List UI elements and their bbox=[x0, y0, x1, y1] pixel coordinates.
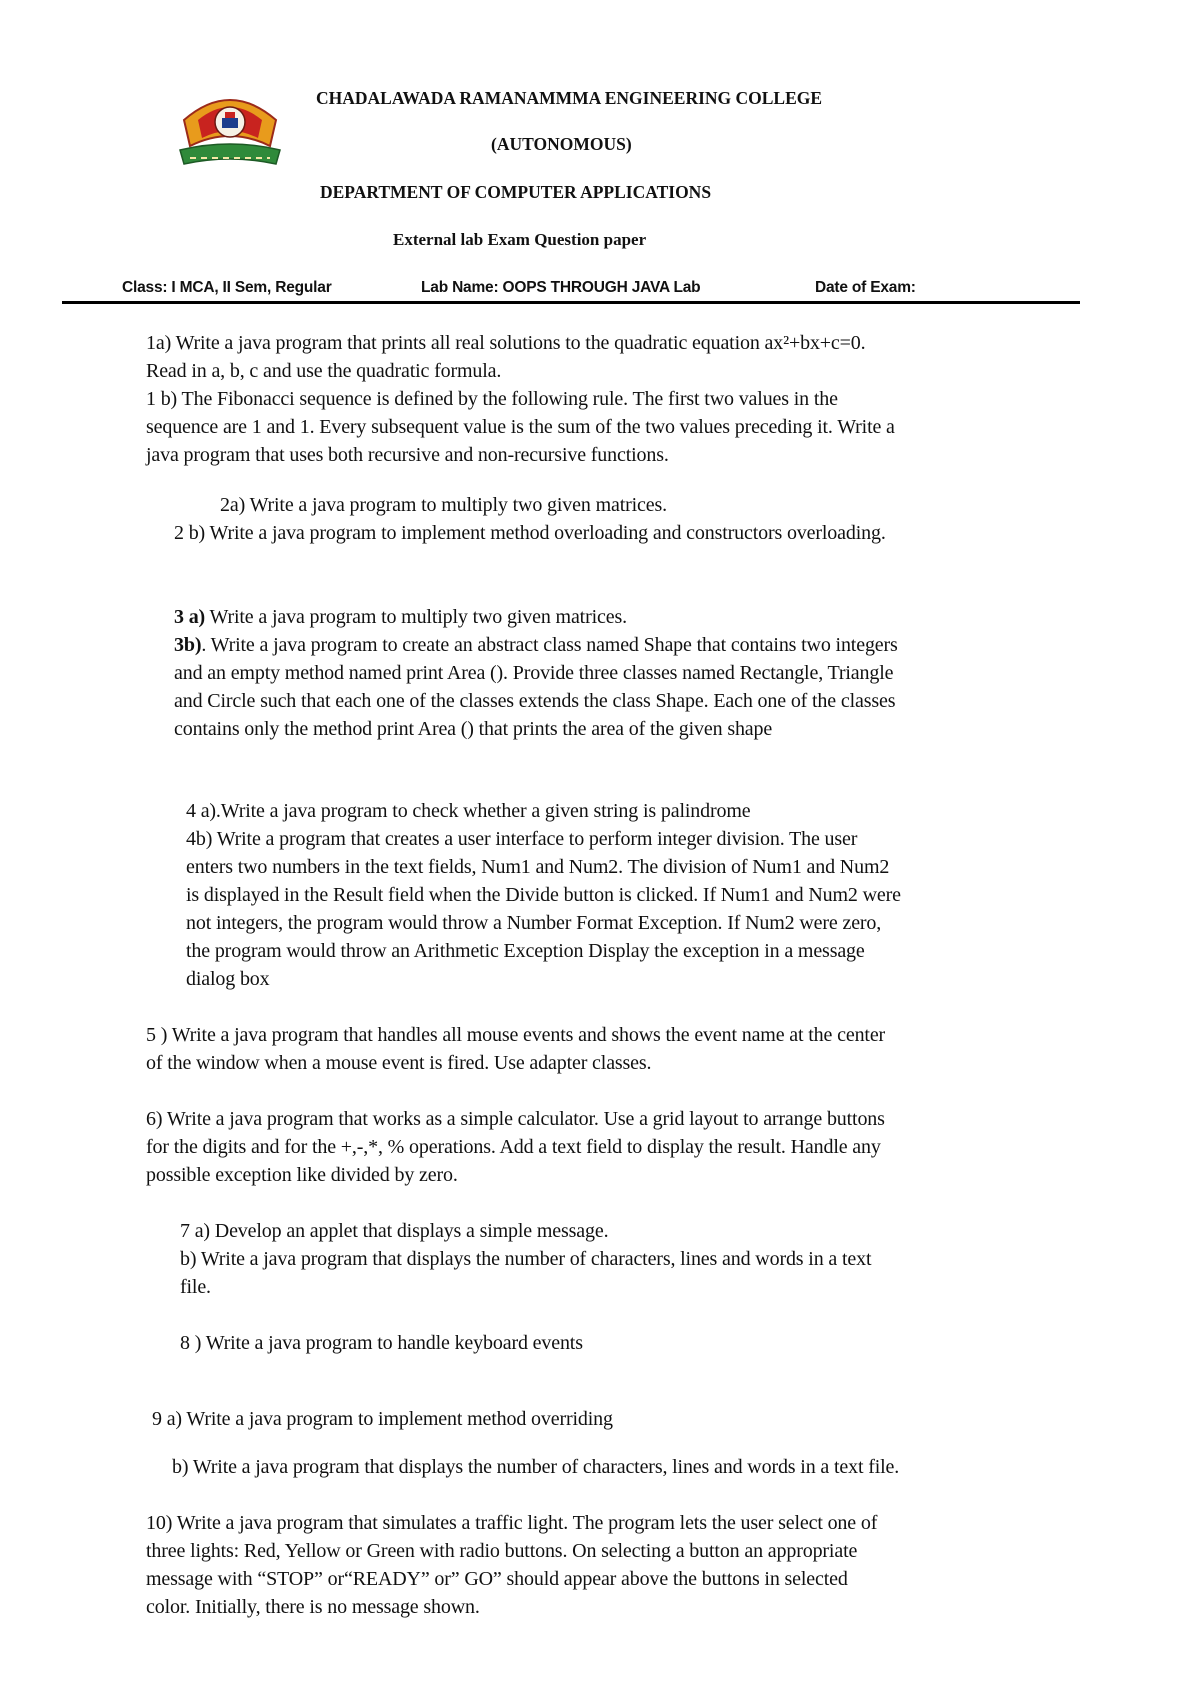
question-2a: 2a) Write a java program to multiply two given matrices. bbox=[220, 494, 667, 516]
question-9b: b) Write a java program that displays the number of characters, lines and words in a text file. bbox=[172, 1456, 900, 1478]
lab-name: Lab Name: OOPS THROUGH JAVA Lab bbox=[421, 279, 701, 296]
question-5: 5 ) Write a java program that handles all mouse events and shows the event name at the center of the window when a mouse event is fired. Use adapter classes. bbox=[146, 1024, 886, 1074]
header-divider bbox=[62, 301, 1080, 304]
question-3b: 3b). Write a java program to create an abstract class named Shape that contains two integers and an empty method named print Area (). Provide three classes named Rectangle, Triangle and Circle such that each one of the classes extends the class Shape. Each one of the classes contains only the method print Area () that prints the area of the given shape bbox=[174, 634, 898, 740]
question-10: 10) Write a java program that simulates a traffic light. The program lets the user select one of three lights: Red, Yellow or Green with radio buttons. On selecting a button an appropriate message with “STOP” or“READY” or” GO” should appear above the buttons in selected color. Initially, there is no message shown. bbox=[146, 1512, 878, 1618]
question-7a: 7 a) Develop an applet that displays a simple message. bbox=[180, 1220, 609, 1242]
question-7b: b) Write a java program that displays the number of characters, lines and words in a text file. bbox=[180, 1248, 872, 1298]
question-4a: 4 a).Write a java program to check whether a given string is palindrome bbox=[186, 800, 751, 822]
class-info: Class: I MCA, II Sem, Regular bbox=[122, 279, 332, 296]
question-8: 8 ) Write a java program to handle keyboard events bbox=[180, 1332, 583, 1354]
question-4b: 4b) Write a program that creates a user interface to perform integer division. The user enters two numbers in the text fields, Num1 and Num2. The division of Num1 and Num2 is displayed in the Result field when the Divide button is clicked. If Num1 and Num2 were not integers, the program would throw a Number Format Exception. If Num2 were zero, the program would throw an Arithmetic Exception Display the exception in a message dialog box bbox=[186, 828, 901, 990]
question-6: 6) Write a java program that works as a simple calculator. Use a grid layout to arrange buttons for the digits and for the +,-,*, % operations. Add a text field to display the result. Handle any possible exception like divided by zero. bbox=[146, 1108, 885, 1186]
paper-title: External lab Exam Question paper bbox=[393, 230, 647, 249]
college-name: CHADALAWADA RAMANAMMMA ENGINEERING COLLEGE bbox=[316, 88, 823, 108]
question-1b: 1 b) The Fibonacci sequence is defined by the following rule. The first two values in the sequence are 1 and 1. Every subsequent value is the sum of the two values preceding it. Write a java program that uses both recursive and non-recursive functions. bbox=[146, 388, 895, 466]
exam-date-label: Date of Exam: bbox=[815, 279, 916, 296]
question-9a: 9 a) Write a java program to implement method overriding bbox=[152, 1408, 613, 1430]
question-3a: 3 a) Write a java program to multiply two given matrices. bbox=[174, 606, 627, 628]
question-1a: 1a) Write a java program that prints all real solutions to the quadratic equation ax²+bx+c=0. Read in a, b, c and use the quadratic formula. bbox=[146, 332, 866, 382]
college-logo bbox=[176, 86, 284, 170]
autonomous-label: (AUTONOMOUS) bbox=[491, 134, 632, 154]
department-name: DEPARTMENT OF COMPUTER APPLICATIONS bbox=[320, 182, 712, 202]
question-2b: 2 b) Write a java program to implement method overloading and constructors overloading. bbox=[174, 522, 886, 544]
